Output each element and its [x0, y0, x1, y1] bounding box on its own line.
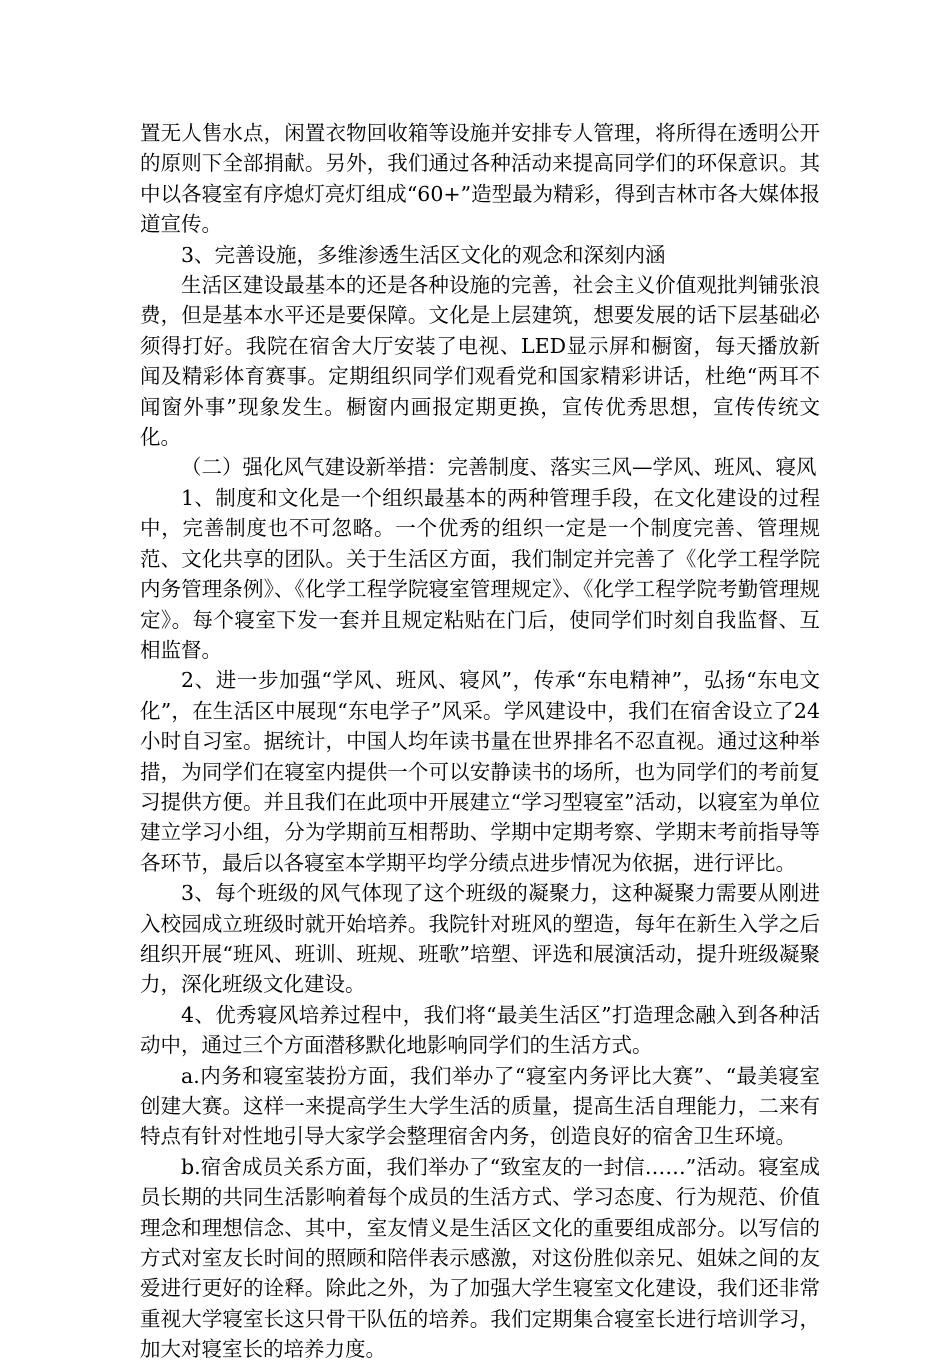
paragraph-item-2: 2、进一步加强“学风、班风、寝风”，传承“东电精神”，弘扬“东电文化”，在生活区中展现“东电学子”风采。学风建设中，我们在宿舍设立了24小时自习室。据统计，中国人均年读书量在世界排名不忍直视。通过这种举措，为同学们在寝室内提供一个可以安静读书的场所，也为同学们的考前复习提供方便。并且我们在此项中开展建立“学习型寝室”活动，以寝室为单位建立学习小组，分为学期前互相帮助、学期中定期考察、学期末考前指导等各环节，最后以各寝室本学期平均学分绩点进步情况为依据，进行评比。 [140, 668, 820, 875]
section-heading-2: （二）强化风气建设新举措：完善制度、落实三风—学风、班风、寝风 [181, 455, 817, 480]
paragraph-item-4: 4、优秀寝风培养过程中，我们将“最美生活区”打造理念融入到各种活动中，通过三个方面潜移默化地影响同学们的生活方式。 [140, 1002, 820, 1058]
paragraph-item-a: a.内务和寝室装扮方面，我们举办了“寝室内务评比大赛”、“最美寝室创建大赛。这样一来提高学生大学生活的质量，提高生活自理能力，二来有特点有针对性地引导大家学会整理宿舍内务，创造良好的宿舍卫生环境。 [140, 1063, 820, 1149]
paragraph-continuation: 置无人售水点，闲置衣物回收箱等设施并安排专人管理，将所得在透明公开的原则下全部捐献。另外，我们通过各种活动来提高同学们的环保意识。其中以各寝室有序熄灯亮灯组成“60+”造型最为精彩，得到吉林市各大媒体报道宣传。 [140, 121, 820, 237]
paragraph-item-1: 1、制度和文化是一个组织最基本的两种管理手段，在文化建设的过程中，完善制度也不可忽略。一个优秀的组织一定是一个制度完善、管理规范、文化共享的团队。关于生活区方面，我们制定并完善了《化学工程学院内务管理条例》、《化学工程学院寝室管理规定》、《化学工程学院考勤管理规定》。每个寝室下发一套并且规定粘贴在门后，使同学们时刻自我监督、互相监督。 [140, 485, 820, 662]
paragraph-item-b: b.宿舍成员关系方面，我们举办了“致室友的一封信……”活动。寝室成员长期的共同生活影响着每个成员的生活方式、学习态度、行为规范、价值理念和理想信念、其中，室友情义是生活区文化的重要组成部分。以写信的方式对室友长时间的照顾和陪伴表示感激，对这份胜似亲兄、姐妹之间的友爱进行更好的诠释。除此之外，为了加强大学生寝室文化建设，我们还非常重视大学寝室长这只骨干队伍的培养。我们定期集合寝室长进行培训学习，加大对寝室长的培养力度。 [140, 1154, 820, 1362]
paragraph-facilities: 生活区建设最基本的还是各种设施的完善，社会主义价值观批判铺张浪费，但是基本水平还是要保障。文化是上层建筑，想要发展的话下层基础必须得打好。我院在宿舍大厅安装了电视、LED显示屏和橱窗，每天播放新闻及精彩体育赛事。定期组织同学们观看党和国家精彩讲话，杜绝“两耳不闻窗外事”现象发生。橱窗内画报定期更换，宣传优秀思想，宣传传统文化。 [140, 273, 820, 450]
section-heading-3: 3、完善设施，多维渗透生活区文化的观念和深刻内涵 [181, 242, 666, 267]
document-page [140, 118, 820, 1365]
paragraph-item-3: 3、每个班级的风气体现了这个班级的凝聚力，这种凝聚力需要从刚进入校园成立班级时就开始培养。我院针对班风的塑造，每年在新生入学之后组织开展“班风、班训、班规、班歌”培塑、评选和展演活动，提升班级凝聚力，深化班级文化建设。 [140, 881, 820, 997]
